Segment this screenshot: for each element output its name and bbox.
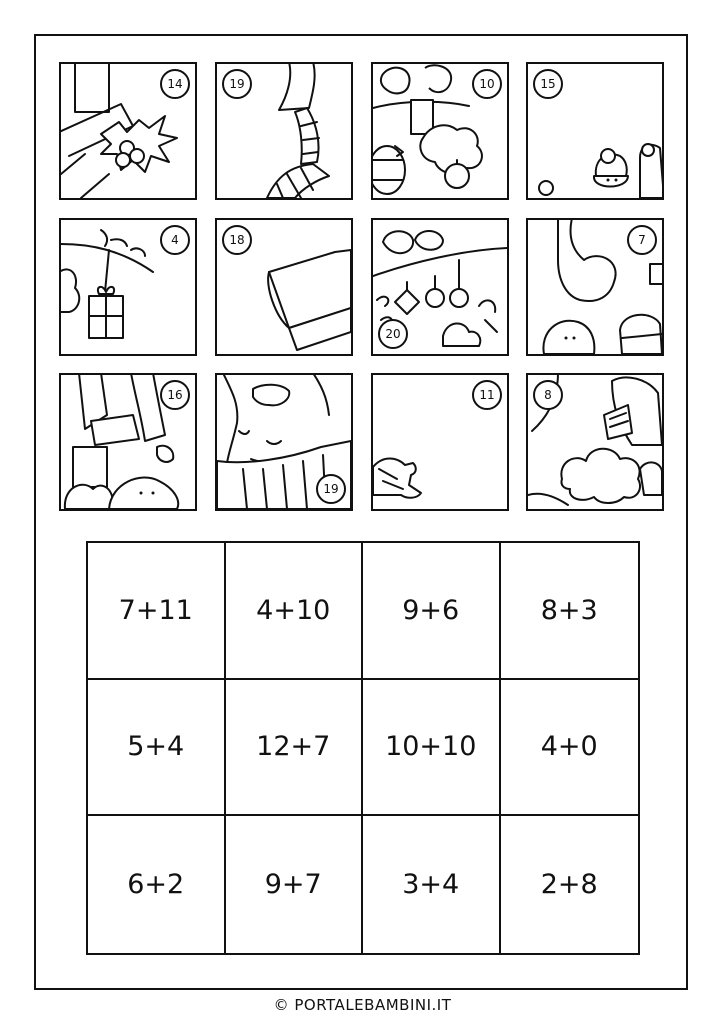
sum-cell[interactable]: 4+10 xyxy=(226,543,364,680)
sum-cell[interactable]: 4+0 xyxy=(501,680,639,817)
puzzle-tile[interactable] xyxy=(215,373,353,511)
tile-number: 20 xyxy=(378,319,408,349)
puzzle-tile[interactable] xyxy=(59,62,197,200)
tile-number: 19 xyxy=(222,69,252,99)
puzzle-tile[interactable] xyxy=(215,218,353,356)
puzzle-tile[interactable] xyxy=(371,218,509,356)
puzzle-tile[interactable] xyxy=(526,373,664,511)
copyright-footer: © PORTALEBAMBINI.IT xyxy=(273,996,452,1014)
puzzle-tile[interactable] xyxy=(526,218,664,356)
sum-cell[interactable]: 5+4 xyxy=(88,680,226,817)
puzzle-tile[interactable] xyxy=(371,373,509,511)
sum-cell[interactable]: 9+7 xyxy=(226,816,364,953)
sum-cell[interactable]: 7+11 xyxy=(88,543,226,680)
sum-cell[interactable]: 10+10 xyxy=(363,680,501,817)
tile-number: 4 xyxy=(160,225,190,255)
puzzle-tile[interactable] xyxy=(371,62,509,200)
tile-number: 7 xyxy=(627,225,657,255)
tile-number: 14 xyxy=(160,69,190,99)
tile-number: 19 xyxy=(316,474,346,504)
sum-cell[interactable]: 3+4 xyxy=(363,816,501,953)
puzzle-tile[interactable] xyxy=(526,62,664,200)
tile-number: 11 xyxy=(472,380,502,410)
sum-cell[interactable]: 2+8 xyxy=(540,869,598,901)
tile-number: 18 xyxy=(222,225,252,255)
tile-number: 15 xyxy=(533,69,563,99)
puzzle-tile[interactable] xyxy=(59,373,197,511)
sums-grid xyxy=(86,541,640,955)
puzzle-tile[interactable] xyxy=(215,62,353,200)
sum-cell[interactable]: 6+2 xyxy=(88,816,226,953)
sum-cell[interactable]: 9+6 xyxy=(363,543,501,680)
tile-number: 8 xyxy=(533,380,563,410)
sum-cell[interactable]: 12+7 xyxy=(226,680,364,817)
sum-cell[interactable]: 8+3 xyxy=(501,543,639,680)
puzzle-tile[interactable] xyxy=(59,218,197,356)
tile-number: 16 xyxy=(160,380,190,410)
tile-number: 10 xyxy=(472,69,502,99)
